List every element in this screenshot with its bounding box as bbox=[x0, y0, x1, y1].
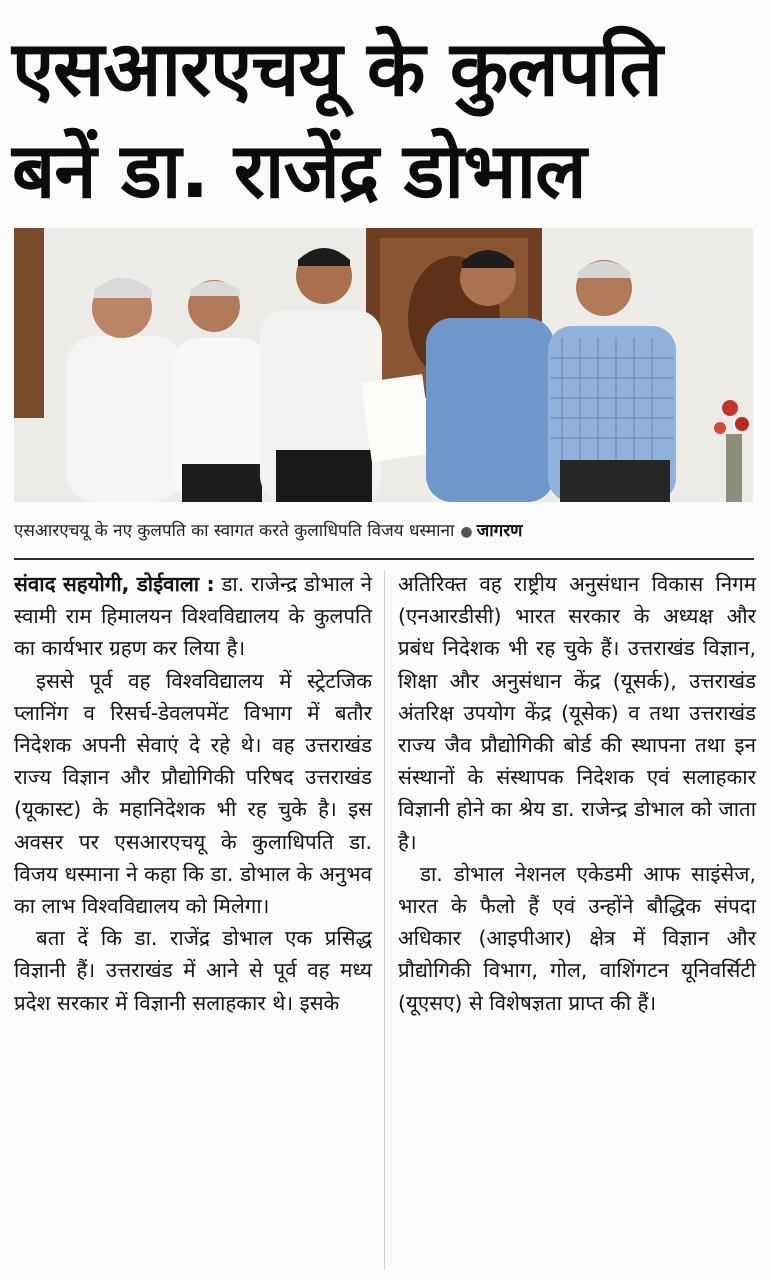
article-column-left bbox=[14, 568, 372, 1019]
caption-source: जागरण bbox=[476, 521, 523, 541]
byline: संवाद सहयोगी, डोईवाला : bbox=[14, 572, 215, 596]
headline-line-1: एसआरएचयू के कुलपति bbox=[12, 24, 662, 113]
article-column-right bbox=[398, 568, 756, 1019]
headline-line-2: बनें डा. राजेंद्र डोभाल bbox=[12, 126, 586, 215]
news-photo bbox=[14, 228, 753, 502]
article-paragraph-5: डा. डोभाल नेशनल एकेडमी आफ साइंसेज, भारत के फैलो हैं एवं उन्होंने बौद्धिक संपदा अधिकार (आइपीआर) क्षेत्र में विज्ञान और प्रौद्योगिकी विभाग, गोल, वाशिंगटन यूनिवर्सिटी (यूएसए) से विशेषज्ञता प्राप्त की हैं। bbox=[398, 861, 756, 1015]
article-paragraph-3: बता दें कि डा. राजेंद्र डोभाल एक प्रसिद्ध विज्ञानी हैं। उत्तराखंड में आने से पूर्व वह मध्य प्रदेश सरकार में विज्ञानी सलाहकार थे। इसके bbox=[14, 926, 372, 1015]
bullet-icon: ● bbox=[460, 524, 473, 540]
article-paragraph-4: अतिरिक्त वह राष्ट्रीय अनुसंधान विकास निगम (एनआरडीसी) भारत सरकार के अध्यक्ष और प्रबंध निदेशक भी रह चुके हैं। उत्तराखंड विज्ञान, शिक्षा और अनुसंधान केंद्र (यूसर्क), उत्तराखंड अंतरिक्ष उपयोग केंद्र (यूसेक) व तथा उत्तराखंड राज्य जैव प्रौद्योगिकी बोर्ड की स्थापना तथा इन संस्थानों के संस्थापक निदेशक एवं सलाहकार विज्ञानी होने का श्रेय डा. राजेन्द्र डोभाल को जाता है। bbox=[398, 572, 756, 854]
article-paragraph-2: इससे पूर्व वह विश्वविद्यालय में स्ट्रेटजिक प्लानिंग व रिसर्च-डेवलपमेंट विभाग में बतौर निदेशक अपनी सेवाएं दे रहे थे। वह उत्तराखंड राज्य विज्ञान और प्रौद्योगिकी परिषद उत्तराखंड (यूकास्ट) के महानिदेशक भी रह चुके है। इस अवसर पर एसआरएचयू के कुलाधिपति डा. विजय धस्माना ने कहा कि डा. डोभाल के अनुभव का लाभ विश्वविद्यालय को मिलेगा। bbox=[14, 668, 372, 919]
headline bbox=[12, 18, 760, 222]
caption-text: एसआरएचयू के नए कुलपति का स्वागत करते कुलाधिपति विजय धस्माना bbox=[14, 521, 455, 541]
article-paragraph-1-text: डा. राजेन्द्र डोभाल ने स्वामी राम हिमालयन विश्वविद्यालय के कुलपति का कार्यभार ग्रहण कर लिया है। bbox=[14, 572, 372, 661]
article-paragraph-1 bbox=[14, 568, 372, 665]
photo-caption bbox=[14, 516, 754, 546]
section-divider bbox=[14, 558, 754, 560]
column-divider bbox=[384, 570, 385, 1270]
